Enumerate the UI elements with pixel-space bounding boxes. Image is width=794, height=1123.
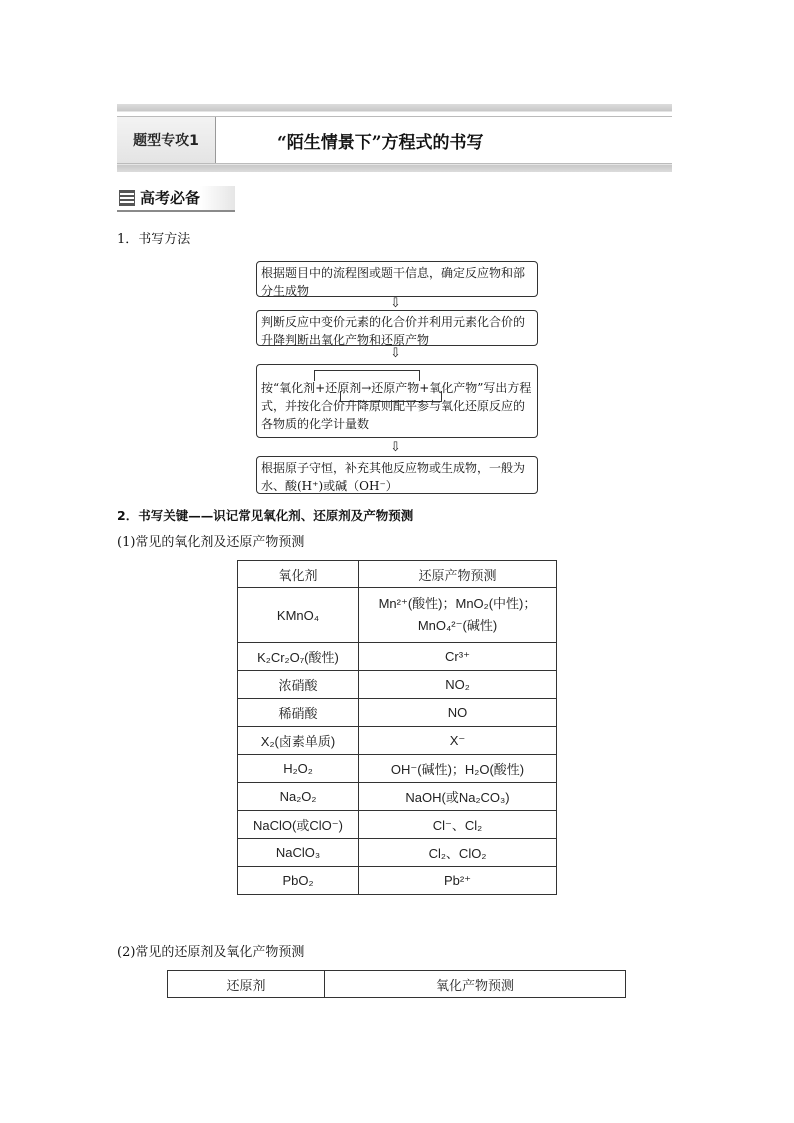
table-cell: X⁻ [359,727,557,755]
electron-transfer-bracket-bottom [340,391,442,402]
table-row [238,783,557,811]
table-header-cell: 还原剂 [168,971,325,998]
table-row [238,839,557,867]
table-cell: KMnO₄ [238,588,359,643]
item2-title: 2．书写关键——识记常见氧化剂、还原剂及产物预测 [117,508,414,523]
flow-step-2: 判断反应中变价元素的化合价并利用元素化合价的升降判断出氧化产物和还原产物 [256,310,538,346]
sub2-title: (2)常见的还原剂及氧化产物预测 [117,945,305,960]
table-cell: 浓硝酸 [238,671,359,699]
oxidant-table [237,560,557,895]
table-cell: NO [359,699,557,727]
table-cell: Cr³⁺ [359,643,557,671]
table-header-cell: 氧化剂 [238,561,359,588]
table-header-row [238,561,557,588]
flow-step-3: 按“氧化剂+还原剂→还原产物+氧化产物”写出方程式，并按化合价升降原则配平参与氧化还原反应的各物质的化学计量数 [256,364,538,438]
table-cell: NaOH(或Na₂CO₃) [359,783,557,811]
table-header-row [168,971,626,998]
table-cell: H₂O₂ [238,755,359,783]
page-title: “陌生情景下”方程式的书写 [277,132,484,153]
table-cell: NaClO(或ClO⁻) [238,811,359,839]
table-cell: NO₂ [359,671,557,699]
table-cell: PbO₂ [238,867,359,895]
table-cell: OH⁻(碱性)；H₂O(酸性) [359,755,557,783]
section-title: 高考必备 [140,189,201,207]
table-header-cell: 还原产物预测 [359,561,557,588]
header-banner [117,116,672,164]
table-row [238,811,557,839]
table-cell: Cl₂、ClO₂ [359,839,557,867]
table-cell: NaClO₃ [238,839,359,867]
table-row [238,671,557,699]
section-marker-icon [119,190,135,206]
table-header-cell: 氧化产物预测 [325,971,626,998]
table-cell: Cl⁻、Cl₂ [359,811,557,839]
table-cell: K₂Cr₂O₇(酸性) [238,643,359,671]
table-cell: Na₂O₂ [238,783,359,811]
table-row [238,867,557,895]
flow-step-4: 根据原子守恒，补充其他反应物或生成物，一般为水、酸(H⁺)或碱（OH⁻） [256,456,538,494]
reductant-table [167,970,626,998]
header-tag: 题型专攻1 [117,117,216,163]
section-heading [117,186,235,212]
electron-transfer-bracket-top [314,370,420,381]
flow-arrow-2-icon: ⇩ [390,346,401,361]
table-row [238,755,557,783]
table-cell: Mn²⁺(酸性)；MnO₂(中性)；MnO₄²⁻(碱性) [359,588,557,643]
sub1-title: (1)常见的氧化剂及还原产物预测 [117,535,305,550]
table-row [238,588,557,643]
table-cell: 稀硝酸 [238,699,359,727]
flow-step-1: 根据题目中的流程图或题干信息，确定反应物和部分生成物 [256,261,538,297]
table-row [238,643,557,671]
flow-arrow-3-icon: ⇩ [390,440,401,455]
table-row [238,699,557,727]
table-cell: Pb²⁺ [359,867,557,895]
flow-arrow-1-icon: ⇩ [390,296,401,311]
table-row [238,727,557,755]
table-cell: X₂(卤素单质) [238,727,359,755]
item1-title: 1．书写方法 [117,232,191,247]
